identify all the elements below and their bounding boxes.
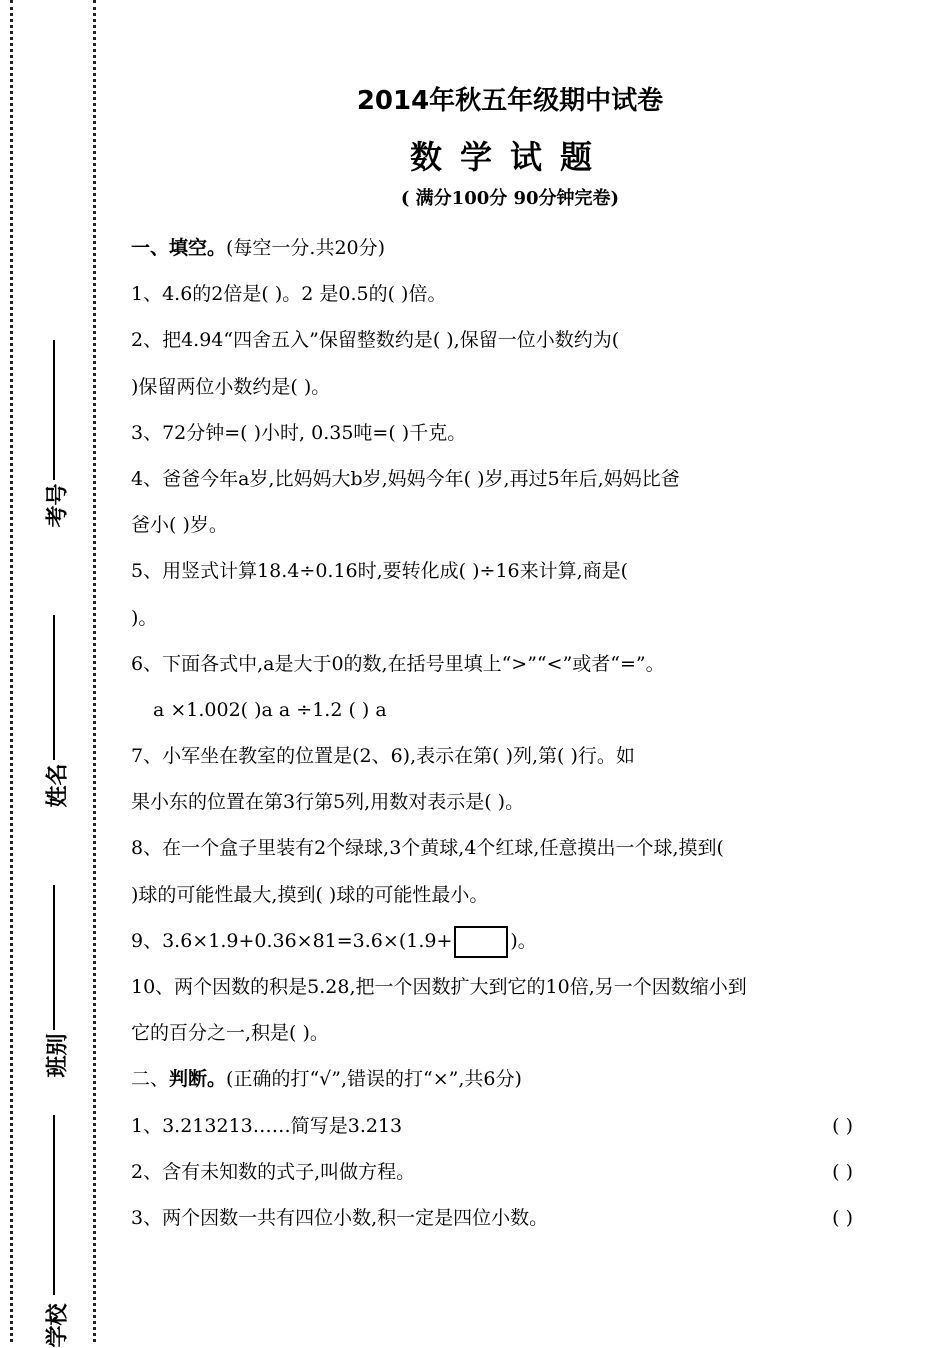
question-line: )球的可能性最大,摸到( )球的可能性最小。: [131, 883, 489, 906]
question-line: 8、在一个盒子里装有2个绿球,3个黄球,4个红球,任意摸出一个球,摸到(: [131, 837, 724, 860]
exam-title: 2014年秋五年级期中试卷: [356, 86, 664, 116]
judge-item-text: 2、含有未知数的式子,叫做方程。: [131, 1160, 416, 1183]
judge-answer-paren[interactable]: ( ): [832, 1160, 853, 1183]
judge-answer-paren[interactable]: ( ): [832, 1206, 853, 1229]
class-field[interactable]: [30, 885, 70, 1080]
class-label: 班别: [45, 1033, 71, 1078]
student-name-field[interactable]: [30, 615, 70, 810]
question-line: 果小东的位置在第3行第5列,用数对表示是( )。: [131, 791, 525, 814]
section1-note: (每空一分.共20分): [226, 237, 386, 259]
student-name-line: [53, 615, 55, 760]
judge-item: [131, 1103, 873, 1149]
section2-prefix: 二、: [131, 1068, 170, 1091]
question-line: )。: [131, 606, 158, 629]
exam-info: ( 满分100分 90分钟完卷): [400, 188, 620, 209]
question-line-9: [131, 918, 873, 964]
judge-item: [131, 1195, 873, 1241]
section1-heading: [131, 225, 873, 271]
question-9-tail: )。: [510, 929, 537, 952]
exam-number-field[interactable]: [30, 340, 70, 530]
question-line: 5、用竖式计算18.4÷0.16时,要转化成( )÷16来计算,商是(: [131, 560, 629, 583]
question-line: 爸小( )岁。: [131, 514, 228, 537]
question-line: 2、把4.94“四舍五入”保留整数约是( ),保留一位小数约为(: [131, 329, 620, 352]
question-line: )保留两位小数约是( )。: [131, 375, 331, 398]
question-line: a ×1.002( )a a ÷1.2 ( ) a: [153, 698, 387, 721]
answer-box[interactable]: [454, 926, 508, 958]
section2-note: (正确的打“√”,错误的打“×”,共6分): [226, 1068, 522, 1091]
question-line: 7、小军坐在教室的位置是(2、6),表示在第( )列,第( )行。如: [131, 745, 635, 768]
school-field[interactable]: [30, 1115, 71, 1348]
question-line: 4、爸爸今年a岁,比妈妈大b岁,妈妈今年( )岁,再过5年后,妈妈比爸: [131, 467, 680, 490]
question-line: 它的百分之一,积是( )。: [131, 1022, 329, 1045]
question-line: 6、下面各式中,a是大于0的数,在括号里填上“>”“<”或者“=”。: [131, 652, 665, 675]
question-line: 3、72分钟=( )小时, 0.35吨=( )千克。: [131, 421, 467, 444]
section2-heading: [131, 1056, 873, 1102]
exam-number-label: 考号: [45, 483, 71, 528]
question-line: 10、两个因数的积是5.28,把一个因数扩大到它的10倍,另一个因数缩小到: [131, 976, 747, 998]
student-name-label: 姓名: [45, 763, 71, 808]
judge-item-text: 1、3.213213……简写是3.213: [131, 1114, 403, 1137]
exam-content: [131, 225, 873, 1241]
question-line: 1、4.6的2倍是( )。2 是0.5的( )倍。: [131, 283, 447, 306]
judge-item-text: 3、两个因数一共有四位小数,积一定是四位小数。: [131, 1206, 549, 1229]
class-line: [53, 885, 55, 1030]
subject-title: 数学试题: [409, 138, 610, 176]
exam-number-line: [53, 340, 55, 480]
school-label: 学校: [45, 1303, 71, 1348]
section2-title: 判断。: [169, 1068, 227, 1091]
question-9-text: 9、3.6×1.9+0.36×81=3.6×(1.9+: [131, 929, 453, 952]
school-line: [53, 1115, 55, 1295]
judge-item: [131, 1149, 873, 1195]
judge-answer-paren[interactable]: ( ): [832, 1114, 853, 1137]
section1-title: 一、填空。: [131, 237, 227, 259]
